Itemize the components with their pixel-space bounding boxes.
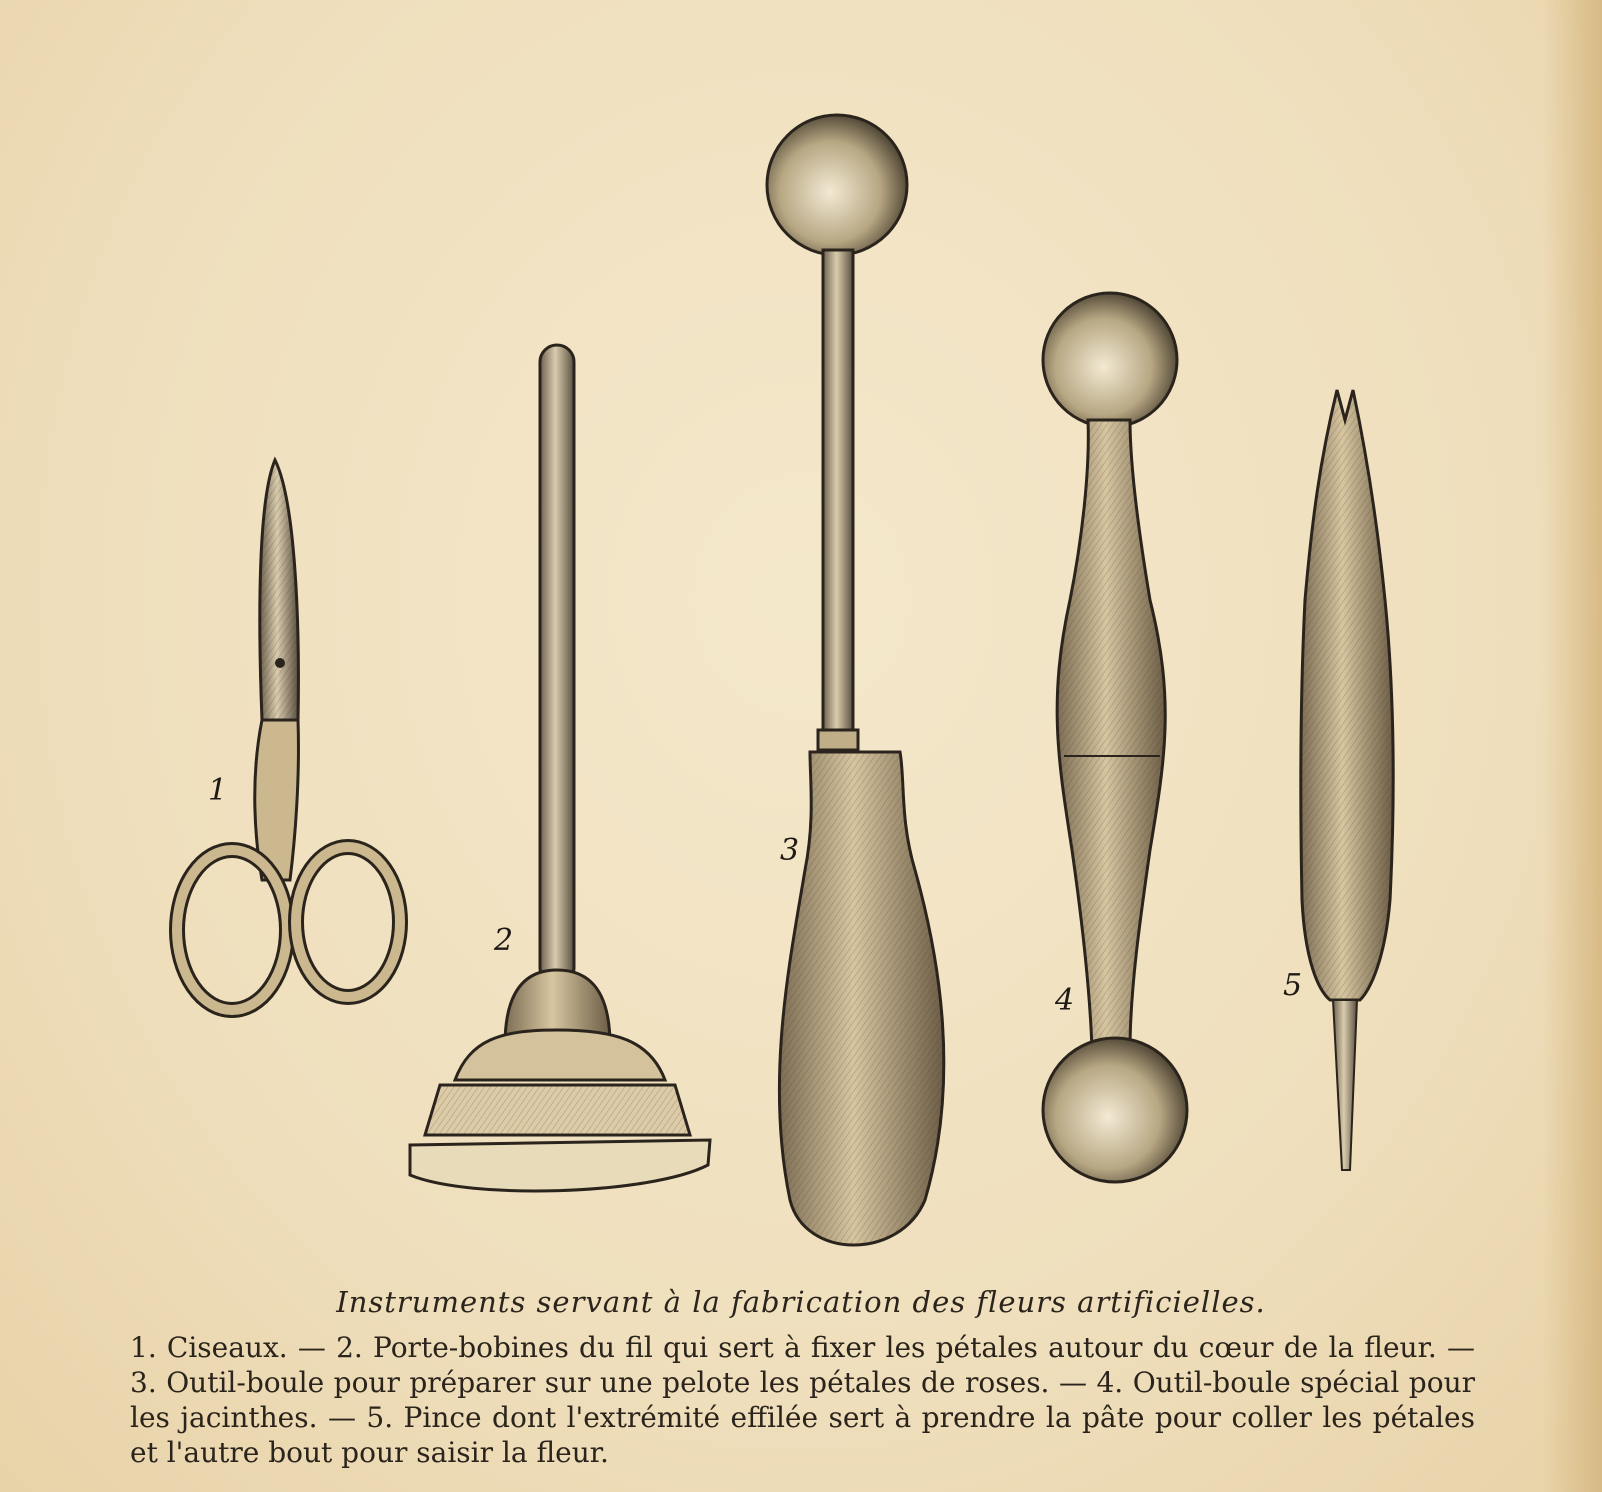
tool-number-3: 3 <box>780 833 800 868</box>
tool-number-4: 4 <box>1055 983 1075 1018</box>
spool-holder-icon <box>410 345 710 1191</box>
tweezers-icon <box>1301 390 1394 1170</box>
tool-number-2: 2 <box>494 923 514 958</box>
figure-title: Instruments servant à la fabrication des fleurs artificielles. <box>336 1285 1266 1319</box>
scissors-icon <box>177 460 400 1010</box>
figure-caption: 1. Ciseaux. — 2. Porte-bobines du fil qui sert à fixer les pétales autour du cœur de la fleur. — 3. Outil-boule pour préparer sur une pelote les pétales de roses. — 4. Outil-boule spécial pour les jacinthes. — 5. Pince dont l'extrémité effilée sert à prendre la pâte pour coller les pétales et l'autre bout pour saisir la fleur. <box>130 1331 1475 1469</box>
ball-tool-icon <box>767 115 944 1245</box>
double-ball-tool-icon <box>1043 293 1187 1182</box>
tool-number-5: 5 <box>1283 968 1303 1003</box>
tool-number-1: 1 <box>208 773 228 808</box>
